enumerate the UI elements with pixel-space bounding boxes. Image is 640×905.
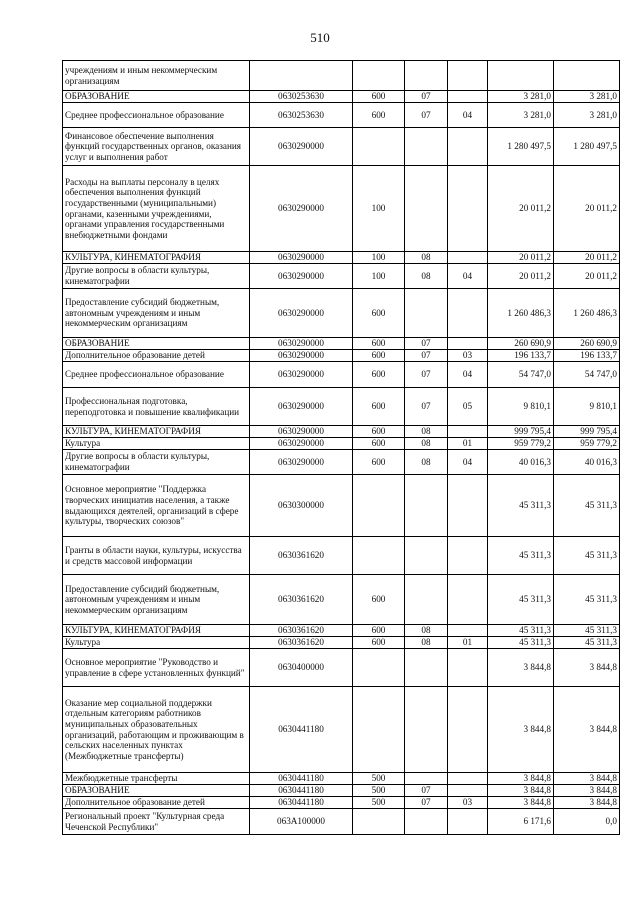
row-target-code: 0630441180 xyxy=(250,797,353,809)
row-amount-2: 1 260 486,3 xyxy=(554,289,620,338)
row-name: Среднее профессиональное образование xyxy=(63,362,250,388)
row-name: Предоставление субсидий бюджетным, автономным учреждениям и иным некоммерческим организациям xyxy=(63,289,250,338)
table-row xyxy=(63,166,620,252)
row-amount-2: 20 011,2 xyxy=(554,166,620,252)
row-amount-2: 40 016,3 xyxy=(554,450,620,475)
row-amount-2: 54 747,0 xyxy=(554,362,620,388)
row-target-code: 0630361620 xyxy=(250,637,353,649)
row-target-code: 0630441180 xyxy=(250,773,353,785)
row-amount-2: 3 844,8 xyxy=(554,773,620,785)
row-name: Региональный проект "Культурная среда Чеченской Республики" xyxy=(63,809,250,835)
row-subsection: 03 xyxy=(448,350,488,362)
row-section: 07 xyxy=(405,797,448,809)
row-amount-1: 45 311,3 xyxy=(488,575,554,625)
row-expense-type: 600 xyxy=(353,625,405,637)
row-section xyxy=(405,575,448,625)
row-section: 07 xyxy=(405,388,448,426)
table-row xyxy=(63,687,620,773)
row-name: Профессиональная подготовка, переподготовка и повышение квалификации xyxy=(63,388,250,426)
row-section: 07 xyxy=(405,338,448,350)
row-name: КУЛЬТУРА, КИНЕМАТОГРАФИЯ xyxy=(63,625,250,637)
row-section: 08 xyxy=(405,625,448,637)
table-row xyxy=(63,426,620,438)
row-section: 08 xyxy=(405,264,448,289)
row-section: 07 xyxy=(405,103,448,128)
row-name: КУЛЬТУРА, КИНЕМАТОГРАФИЯ xyxy=(63,426,250,438)
row-expense-type: 100 xyxy=(353,264,405,289)
row-amount-1: 45 311,3 xyxy=(488,637,554,649)
row-name: Межбюджетные трансферты xyxy=(63,773,250,785)
table-row xyxy=(63,128,620,166)
row-target-code: 0630361620 xyxy=(250,625,353,637)
row-subsection: 04 xyxy=(448,103,488,128)
row-expense-type xyxy=(353,61,405,91)
row-subsection xyxy=(448,252,488,264)
row-subsection xyxy=(448,575,488,625)
row-amount-1: 45 311,3 xyxy=(488,537,554,575)
row-subsection xyxy=(448,475,488,537)
table-row xyxy=(63,61,620,91)
row-expense-type xyxy=(353,687,405,773)
row-subsection: 04 xyxy=(448,450,488,475)
table-row xyxy=(63,362,620,388)
row-expense-type: 600 xyxy=(353,637,405,649)
table-row xyxy=(63,338,620,350)
row-expense-type: 600 xyxy=(353,426,405,438)
table-row xyxy=(63,625,620,637)
row-section: 07 xyxy=(405,362,448,388)
row-target-code: 0630300000 xyxy=(250,475,353,537)
row-name: Оказание мер социальной поддержки отдельным категориям работников муниципальных образовательных организаций, работающим и проживающим в сельских населенных пунктах (Межбюджетные трансферты) xyxy=(63,687,250,773)
row-name: учреждениям и иным некоммерческим организациям xyxy=(63,61,250,91)
row-expense-type xyxy=(353,537,405,575)
row-name: ОБРАЗОВАНИЕ xyxy=(63,91,250,103)
row-subsection: 05 xyxy=(448,388,488,426)
table-row xyxy=(63,91,620,103)
row-expense-type xyxy=(353,809,405,835)
row-amount-2: 3 844,8 xyxy=(554,687,620,773)
row-amount-1: 3 844,8 xyxy=(488,773,554,785)
row-name: Дополнительное образование детей xyxy=(63,350,250,362)
row-amount-1: 999 795,4 xyxy=(488,426,554,438)
row-target-code: 0630290000 xyxy=(250,450,353,475)
budget-table xyxy=(62,60,620,835)
row-target-code: 0630290000 xyxy=(250,388,353,426)
row-subsection: 04 xyxy=(448,264,488,289)
row-subsection xyxy=(448,426,488,438)
row-amount-2: 0,0 xyxy=(554,809,620,835)
table-row xyxy=(63,388,620,426)
row-amount-2: 9 810,1 xyxy=(554,388,620,426)
row-expense-type: 600 xyxy=(353,362,405,388)
row-name: КУЛЬТУРА, КИНЕМАТОГРАФИЯ xyxy=(63,252,250,264)
row-section xyxy=(405,166,448,252)
table-row xyxy=(63,438,620,450)
row-expense-type: 600 xyxy=(353,575,405,625)
table-row xyxy=(63,785,620,797)
row-amount-2: 45 311,3 xyxy=(554,475,620,537)
row-amount-1: 45 311,3 xyxy=(488,625,554,637)
row-amount-2: 20 011,2 xyxy=(554,264,620,289)
row-amount-1: 3 281,0 xyxy=(488,103,554,128)
row-section: 08 xyxy=(405,438,448,450)
row-target-code: 0630253630 xyxy=(250,103,353,128)
row-target-code: 0630290000 xyxy=(250,350,353,362)
row-amount-2: 45 311,3 xyxy=(554,575,620,625)
row-amount-1: 959 779,2 xyxy=(488,438,554,450)
row-subsection xyxy=(448,687,488,773)
table-row xyxy=(63,252,620,264)
row-amount-1 xyxy=(488,61,554,91)
row-subsection: 01 xyxy=(448,438,488,450)
row-target-code: 0630361620 xyxy=(250,537,353,575)
row-section xyxy=(405,687,448,773)
row-target-code: 0630290000 xyxy=(250,438,353,450)
row-expense-type: 600 xyxy=(353,388,405,426)
row-target-code: 0630290000 xyxy=(250,166,353,252)
row-expense-type: 600 xyxy=(353,338,405,350)
row-section xyxy=(405,649,448,687)
row-expense-type: 600 xyxy=(353,289,405,338)
row-section xyxy=(405,61,448,91)
table-row xyxy=(63,103,620,128)
row-amount-1: 20 011,2 xyxy=(488,166,554,252)
row-amount-1: 3 281,0 xyxy=(488,91,554,103)
row-section: 07 xyxy=(405,91,448,103)
row-expense-type: 500 xyxy=(353,797,405,809)
row-section xyxy=(405,475,448,537)
row-amount-1: 260 690,9 xyxy=(488,338,554,350)
row-amount-1: 6 171,6 xyxy=(488,809,554,835)
row-section: 07 xyxy=(405,785,448,797)
row-subsection xyxy=(448,61,488,91)
row-subsection: 03 xyxy=(448,797,488,809)
row-target-code: 0630290000 xyxy=(250,128,353,166)
table-row xyxy=(63,637,620,649)
row-section xyxy=(405,289,448,338)
row-target-code: 0630290000 xyxy=(250,426,353,438)
row-target-code: 0630441180 xyxy=(250,687,353,773)
table-row xyxy=(63,264,620,289)
row-subsection: 01 xyxy=(448,637,488,649)
table-row xyxy=(63,797,620,809)
row-subsection xyxy=(448,289,488,338)
row-expense-type: 100 xyxy=(353,252,405,264)
row-target-code: 0630400000 xyxy=(250,649,353,687)
row-amount-2: 3 844,8 xyxy=(554,649,620,687)
row-section: 08 xyxy=(405,450,448,475)
row-target-code xyxy=(250,61,353,91)
row-name: Другие вопросы в области культуры, кинематографии xyxy=(63,264,250,289)
row-expense-type: 500 xyxy=(353,773,405,785)
table-row xyxy=(63,475,620,537)
row-name: Финансовое обеспечение выполнения функций государственных органов, оказания услуг и выполнения работ xyxy=(63,128,250,166)
row-name: Расходы на выплаты персоналу в целях обеспечения выполнения функций государственными (муниципальными) органами, казенными учреждениями, органами управления государственными внебюджетными фондами xyxy=(63,166,250,252)
row-name: Гранты в области науки, культуры, искусства и средств массовой информации xyxy=(63,537,250,575)
row-name: Культура xyxy=(63,438,250,450)
row-expense-type: 600 xyxy=(353,438,405,450)
row-subsection xyxy=(448,809,488,835)
row-subsection xyxy=(448,625,488,637)
row-subsection xyxy=(448,91,488,103)
row-subsection xyxy=(448,166,488,252)
row-section: 08 xyxy=(405,637,448,649)
table-row xyxy=(63,537,620,575)
row-amount-1: 196 133,7 xyxy=(488,350,554,362)
row-name: Предоставление субсидий бюджетным, автономным учреждениям и иным некоммерческим организациям xyxy=(63,575,250,625)
row-amount-1: 1 260 486,3 xyxy=(488,289,554,338)
table-row xyxy=(63,575,620,625)
row-target-code: 0630361620 xyxy=(250,575,353,625)
row-amount-2: 999 795,4 xyxy=(554,426,620,438)
row-expense-type: 600 xyxy=(353,450,405,475)
table-row xyxy=(63,450,620,475)
row-expense-type: 100 xyxy=(353,166,405,252)
table-row xyxy=(63,649,620,687)
row-subsection xyxy=(448,128,488,166)
row-amount-2: 196 133,7 xyxy=(554,350,620,362)
row-subsection xyxy=(448,338,488,350)
row-name: Культура xyxy=(63,637,250,649)
row-amount-1: 3 844,8 xyxy=(488,785,554,797)
row-target-code: 0630290000 xyxy=(250,264,353,289)
row-amount-2: 3 844,8 xyxy=(554,797,620,809)
row-expense-type xyxy=(353,649,405,687)
row-section: 08 xyxy=(405,426,448,438)
row-name: Другие вопросы в области культуры, кинематографии xyxy=(63,450,250,475)
row-name: Дополнительное образование детей xyxy=(63,797,250,809)
row-target-code: 063A100000 xyxy=(250,809,353,835)
row-expense-type: 500 xyxy=(353,785,405,797)
row-section: 07 xyxy=(405,350,448,362)
table-row xyxy=(63,809,620,835)
row-amount-1: 3 844,8 xyxy=(488,687,554,773)
row-amount-2: 45 311,3 xyxy=(554,637,620,649)
row-expense-type xyxy=(353,128,405,166)
row-name: Основное мероприятие "Руководство и управление в сфере установленных функций" xyxy=(63,649,250,687)
row-amount-1: 9 810,1 xyxy=(488,388,554,426)
row-section xyxy=(405,773,448,785)
row-amount-1: 3 844,8 xyxy=(488,797,554,809)
row-amount-2 xyxy=(554,61,620,91)
row-expense-type: 600 xyxy=(353,350,405,362)
row-subsection xyxy=(448,537,488,575)
row-subsection xyxy=(448,785,488,797)
row-amount-2: 3 281,0 xyxy=(554,103,620,128)
row-amount-1: 20 011,2 xyxy=(488,264,554,289)
row-amount-2: 45 311,3 xyxy=(554,537,620,575)
row-expense-type: 600 xyxy=(353,91,405,103)
row-section: 08 xyxy=(405,252,448,264)
row-subsection: 04 xyxy=(448,362,488,388)
row-subsection xyxy=(448,649,488,687)
page-number: 510 xyxy=(310,30,330,45)
row-amount-2: 1 280 497,5 xyxy=(554,128,620,166)
row-amount-2: 959 779,2 xyxy=(554,438,620,450)
row-target-code: 0630290000 xyxy=(250,252,353,264)
row-amount-1: 54 747,0 xyxy=(488,362,554,388)
row-amount-1: 20 011,2 xyxy=(488,252,554,264)
row-target-code: 0630290000 xyxy=(250,289,353,338)
row-target-code: 0630290000 xyxy=(250,362,353,388)
row-subsection xyxy=(448,773,488,785)
row-amount-1: 3 844,8 xyxy=(488,649,554,687)
row-target-code: 0630253630 xyxy=(250,91,353,103)
row-amount-1: 1 280 497,5 xyxy=(488,128,554,166)
table-row xyxy=(63,289,620,338)
row-name: Среднее профессиональное образование xyxy=(63,103,250,128)
row-target-code: 0630290000 xyxy=(250,338,353,350)
row-amount-2: 260 690,9 xyxy=(554,338,620,350)
row-name: ОБРАЗОВАНИЕ xyxy=(63,785,250,797)
row-section xyxy=(405,809,448,835)
row-amount-2: 3 844,8 xyxy=(554,785,620,797)
row-amount-1: 45 311,3 xyxy=(488,475,554,537)
row-expense-type xyxy=(353,475,405,537)
row-amount-2: 3 281,0 xyxy=(554,91,620,103)
row-section xyxy=(405,128,448,166)
row-amount-2: 45 311,3 xyxy=(554,625,620,637)
row-target-code: 0630441180 xyxy=(250,785,353,797)
row-amount-1: 40 016,3 xyxy=(488,450,554,475)
row-expense-type: 600 xyxy=(353,103,405,128)
table-row xyxy=(63,350,620,362)
row-amount-2: 20 011,2 xyxy=(554,252,620,264)
row-name: ОБРАЗОВАНИЕ xyxy=(63,338,250,350)
row-name: Основное мероприятие "Поддержка творческих инициатив населения, а также выдающихся деятелей, организаций в сфере культуры, творческих союзов" xyxy=(63,475,250,537)
row-section xyxy=(405,537,448,575)
table-row xyxy=(63,773,620,785)
